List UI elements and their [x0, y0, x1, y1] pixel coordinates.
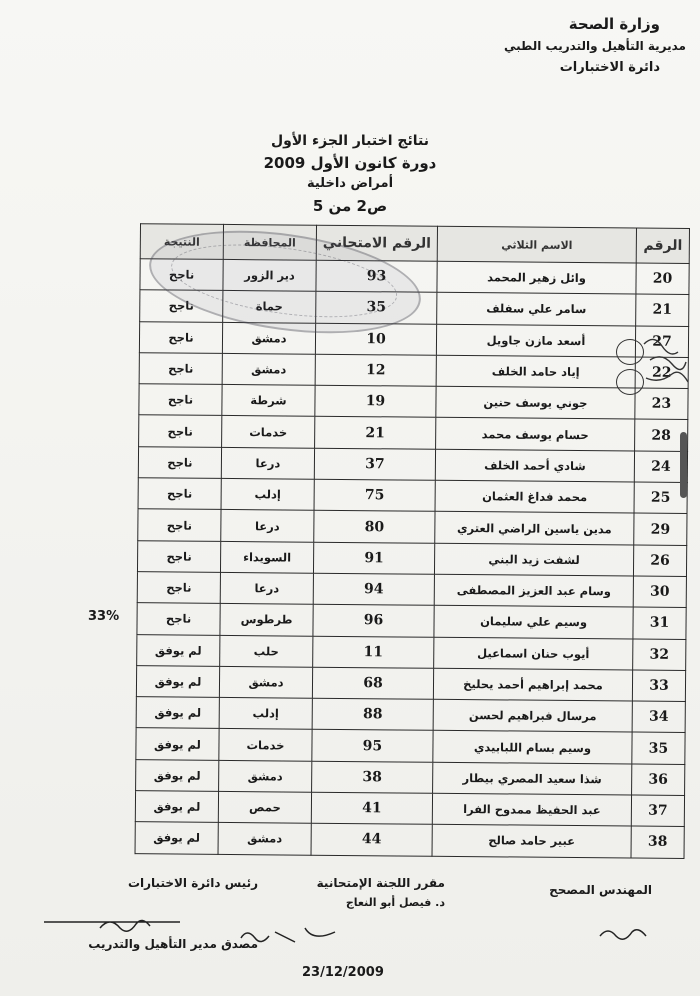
- exam-number-cell: 94: [313, 573, 434, 605]
- governorate-cell: درعا: [220, 572, 313, 604]
- result-cell: لم يوفق: [135, 822, 218, 854]
- ministry-name: وزارة الصحة: [568, 15, 660, 33]
- committee-secretary-name: د. فيصل أبو النعاج: [345, 896, 445, 909]
- candidate-name-cell: أسعد مازن جاويل: [436, 324, 635, 357]
- approval-label: مصدق مدير التأهيل والتدريب: [88, 937, 258, 951]
- column-header-result: النتيجة: [140, 224, 223, 260]
- results-table: [135, 223, 690, 858]
- exam-number-cell: 19: [315, 385, 436, 417]
- row-number-cell: 26: [633, 545, 686, 577]
- exam-number-cell: 96: [313, 604, 434, 636]
- row-number-cell: 37: [631, 795, 684, 827]
- exam-number-cell: 11: [313, 636, 434, 668]
- column-header-governorate: المحافظة: [223, 224, 316, 260]
- row-number-cell: 25: [634, 482, 687, 514]
- table-row: [137, 540, 686, 576]
- governorate-cell: حلب: [220, 635, 313, 667]
- result-cell: لم يوفق: [136, 759, 219, 791]
- row-number-cell: 33: [632, 670, 685, 702]
- candidate-name-cell: شذا سعيد المصري بيطار: [433, 762, 632, 795]
- governorate-cell: دمشق: [222, 322, 315, 354]
- candidate-name-cell: مرسال فبراهيم لحسن: [433, 699, 632, 732]
- document-date: 23/12/2009: [302, 965, 384, 980]
- candidate-name-cell: وسيم علي سليمان: [434, 606, 633, 639]
- table-row: [137, 603, 686, 639]
- table-body: [135, 259, 689, 858]
- result-cell: لم يوفق: [135, 791, 218, 823]
- result-cell: ناجح: [139, 353, 222, 385]
- row-number-cell: 32: [633, 639, 686, 671]
- governorate-cell: خدمات: [222, 416, 315, 448]
- governorate-cell: شرطة: [222, 385, 315, 417]
- row-number-cell: 34: [632, 701, 685, 733]
- table-row: [135, 791, 684, 827]
- row-number-cell: 29: [634, 513, 687, 545]
- result-cell: ناجح: [138, 446, 221, 478]
- candidate-name-cell: مدين ياسين الراضي العتري: [435, 512, 634, 545]
- exam-session: دورة كانون الأول 2009: [263, 154, 437, 172]
- result-cell: لم يوفق: [136, 697, 219, 729]
- candidate-name-cell: شادي أحمد الخلف: [435, 449, 634, 482]
- signature: [40, 908, 190, 938]
- percentage-annotation: 33%: [88, 609, 120, 624]
- department-head-label: رئيس دائرة الاختبارات: [127, 876, 258, 890]
- table-row: [138, 509, 687, 545]
- result-cell: لم يوفق: [136, 666, 219, 698]
- candidate-name-cell: عبد الحفيظ ممدوح الفرا: [432, 793, 631, 826]
- table-row: [139, 384, 688, 420]
- row-number-cell: 24: [634, 451, 687, 483]
- column-header-number: الرقم: [636, 228, 689, 263]
- handwritten-note: [640, 330, 696, 400]
- document-title: نتائج اختبار الجزء الأول: [271, 133, 429, 149]
- candidate-name-cell: عبير حامد صالح: [432, 825, 631, 858]
- table-row: [137, 634, 686, 670]
- table-row: [139, 321, 688, 357]
- exam-number-cell: 21: [315, 417, 436, 449]
- governorate-cell: السويداء: [220, 541, 313, 573]
- governorate-cell: إدلب: [221, 478, 314, 510]
- table-row: [136, 759, 685, 795]
- table-row: [137, 572, 686, 608]
- table-row: [139, 353, 688, 389]
- row-number-cell: 28: [635, 420, 688, 452]
- result-cell: ناجح: [139, 384, 222, 416]
- result-cell: ناجح: [138, 509, 221, 541]
- table-row: [136, 666, 685, 702]
- column-header-exam-number: الرقم الامتحاني: [316, 225, 437, 261]
- governorate-cell: إدلب: [219, 698, 312, 730]
- candidate-name-cell: جوني يوسف حنين: [436, 386, 635, 419]
- candidate-name-cell: أيوب حنان اسماعيل: [434, 637, 633, 670]
- row-number-cell: 35: [632, 732, 685, 764]
- candidate-name-cell: وسام عبد العزيز المصطفى: [434, 574, 633, 607]
- row-number-cell: 23: [635, 388, 688, 420]
- result-cell: ناجح: [140, 259, 223, 291]
- exam-number-cell: 80: [314, 511, 435, 543]
- candidate-name-cell: وائل زهير المحمد: [437, 261, 636, 294]
- result-cell: ناجح: [137, 603, 220, 635]
- row-number-cell: 38: [631, 826, 684, 858]
- table-row: [135, 822, 684, 858]
- table-row: [138, 478, 687, 514]
- signature: [235, 920, 345, 950]
- governorate-cell: حمص: [218, 791, 311, 823]
- exam-number-cell: 44: [311, 824, 432, 856]
- row-number-cell: 36: [632, 764, 685, 796]
- governorate-cell: دير الزور: [223, 259, 316, 291]
- department-name: دائرة الاختبارات: [559, 60, 660, 75]
- signature: [596, 920, 652, 946]
- exam-number-cell: 10: [315, 323, 436, 355]
- result-cell: ناجح: [139, 321, 222, 353]
- governorate-cell: دمشق: [222, 353, 315, 385]
- candidate-name-cell: لشفت زيد البني: [434, 543, 633, 576]
- result-cell: ناجح: [139, 415, 222, 447]
- exam-number-cell: 95: [312, 730, 433, 762]
- exam-number-cell: 91: [313, 542, 434, 574]
- exam-number-cell: 37: [314, 448, 435, 480]
- governorate-cell: درعا: [221, 447, 314, 479]
- candidate-name-cell: محمد فداغ العثمان: [435, 480, 634, 513]
- exam-number-cell: 41: [311, 792, 432, 824]
- table-row: [136, 697, 685, 733]
- table-row: [136, 728, 685, 764]
- governorate-cell: دمشق: [219, 666, 312, 698]
- exam-number-cell: 88: [312, 698, 433, 730]
- scrollbar-thumb[interactable]: [680, 432, 687, 498]
- row-number-cell: 30: [633, 576, 686, 608]
- result-cell: ناجح: [137, 572, 220, 604]
- exam-number-cell: 75: [314, 479, 435, 511]
- governorate-cell: خدمات: [219, 729, 312, 761]
- table-row: [138, 446, 687, 482]
- candidate-name-cell: حسام يوسف محمد: [436, 418, 635, 451]
- engineer-label: المهندس المصحح: [549, 883, 652, 897]
- directorate-name: مديرية التأهيل والتدريب الطبي: [504, 39, 686, 53]
- committee-secretary-label: مقرر اللجنة الإمتحانية: [316, 876, 445, 890]
- specialty: أمراض داخلية: [306, 176, 394, 191]
- candidate-name-cell: سامر علي سفلف: [437, 293, 636, 326]
- exam-number-cell: 68: [312, 667, 433, 699]
- governorate-cell: دمشق: [219, 760, 312, 792]
- exam-number-cell: 35: [316, 292, 437, 324]
- candidate-name-cell: وسيم بسام اللبابيدي: [433, 731, 632, 764]
- row-number-cell: 27: [635, 326, 688, 358]
- result-cell: لم يوفق: [136, 728, 219, 760]
- exam-number-cell: 38: [312, 761, 433, 793]
- result-cell: ناجح: [137, 540, 220, 572]
- governorate-cell: طرطوس: [220, 604, 313, 636]
- row-number-cell: 20: [636, 263, 689, 295]
- row-number-cell: 22: [635, 357, 688, 389]
- table-row: [139, 415, 688, 451]
- result-cell: ناجح: [138, 478, 221, 510]
- exam-number-cell: 93: [316, 260, 437, 292]
- result-cell: لم يوفق: [137, 634, 220, 666]
- candidate-name-cell: إياد حامد الخلف: [436, 355, 635, 388]
- exam-number-cell: 12: [315, 354, 436, 386]
- candidate-name-cell: محمد إبراهيم أحمد يحليخ: [433, 668, 632, 701]
- column-header-name: الاسم الثلاثي: [437, 226, 636, 263]
- result-cell: ناجح: [140, 290, 223, 322]
- governorate-cell: حماة: [223, 291, 316, 323]
- governorate-cell: دمشق: [218, 823, 311, 855]
- page-number: ص2 من 5: [312, 197, 388, 215]
- governorate-cell: درعا: [221, 510, 314, 542]
- row-number-cell: 31: [633, 607, 686, 639]
- row-number-cell: 21: [636, 294, 689, 326]
